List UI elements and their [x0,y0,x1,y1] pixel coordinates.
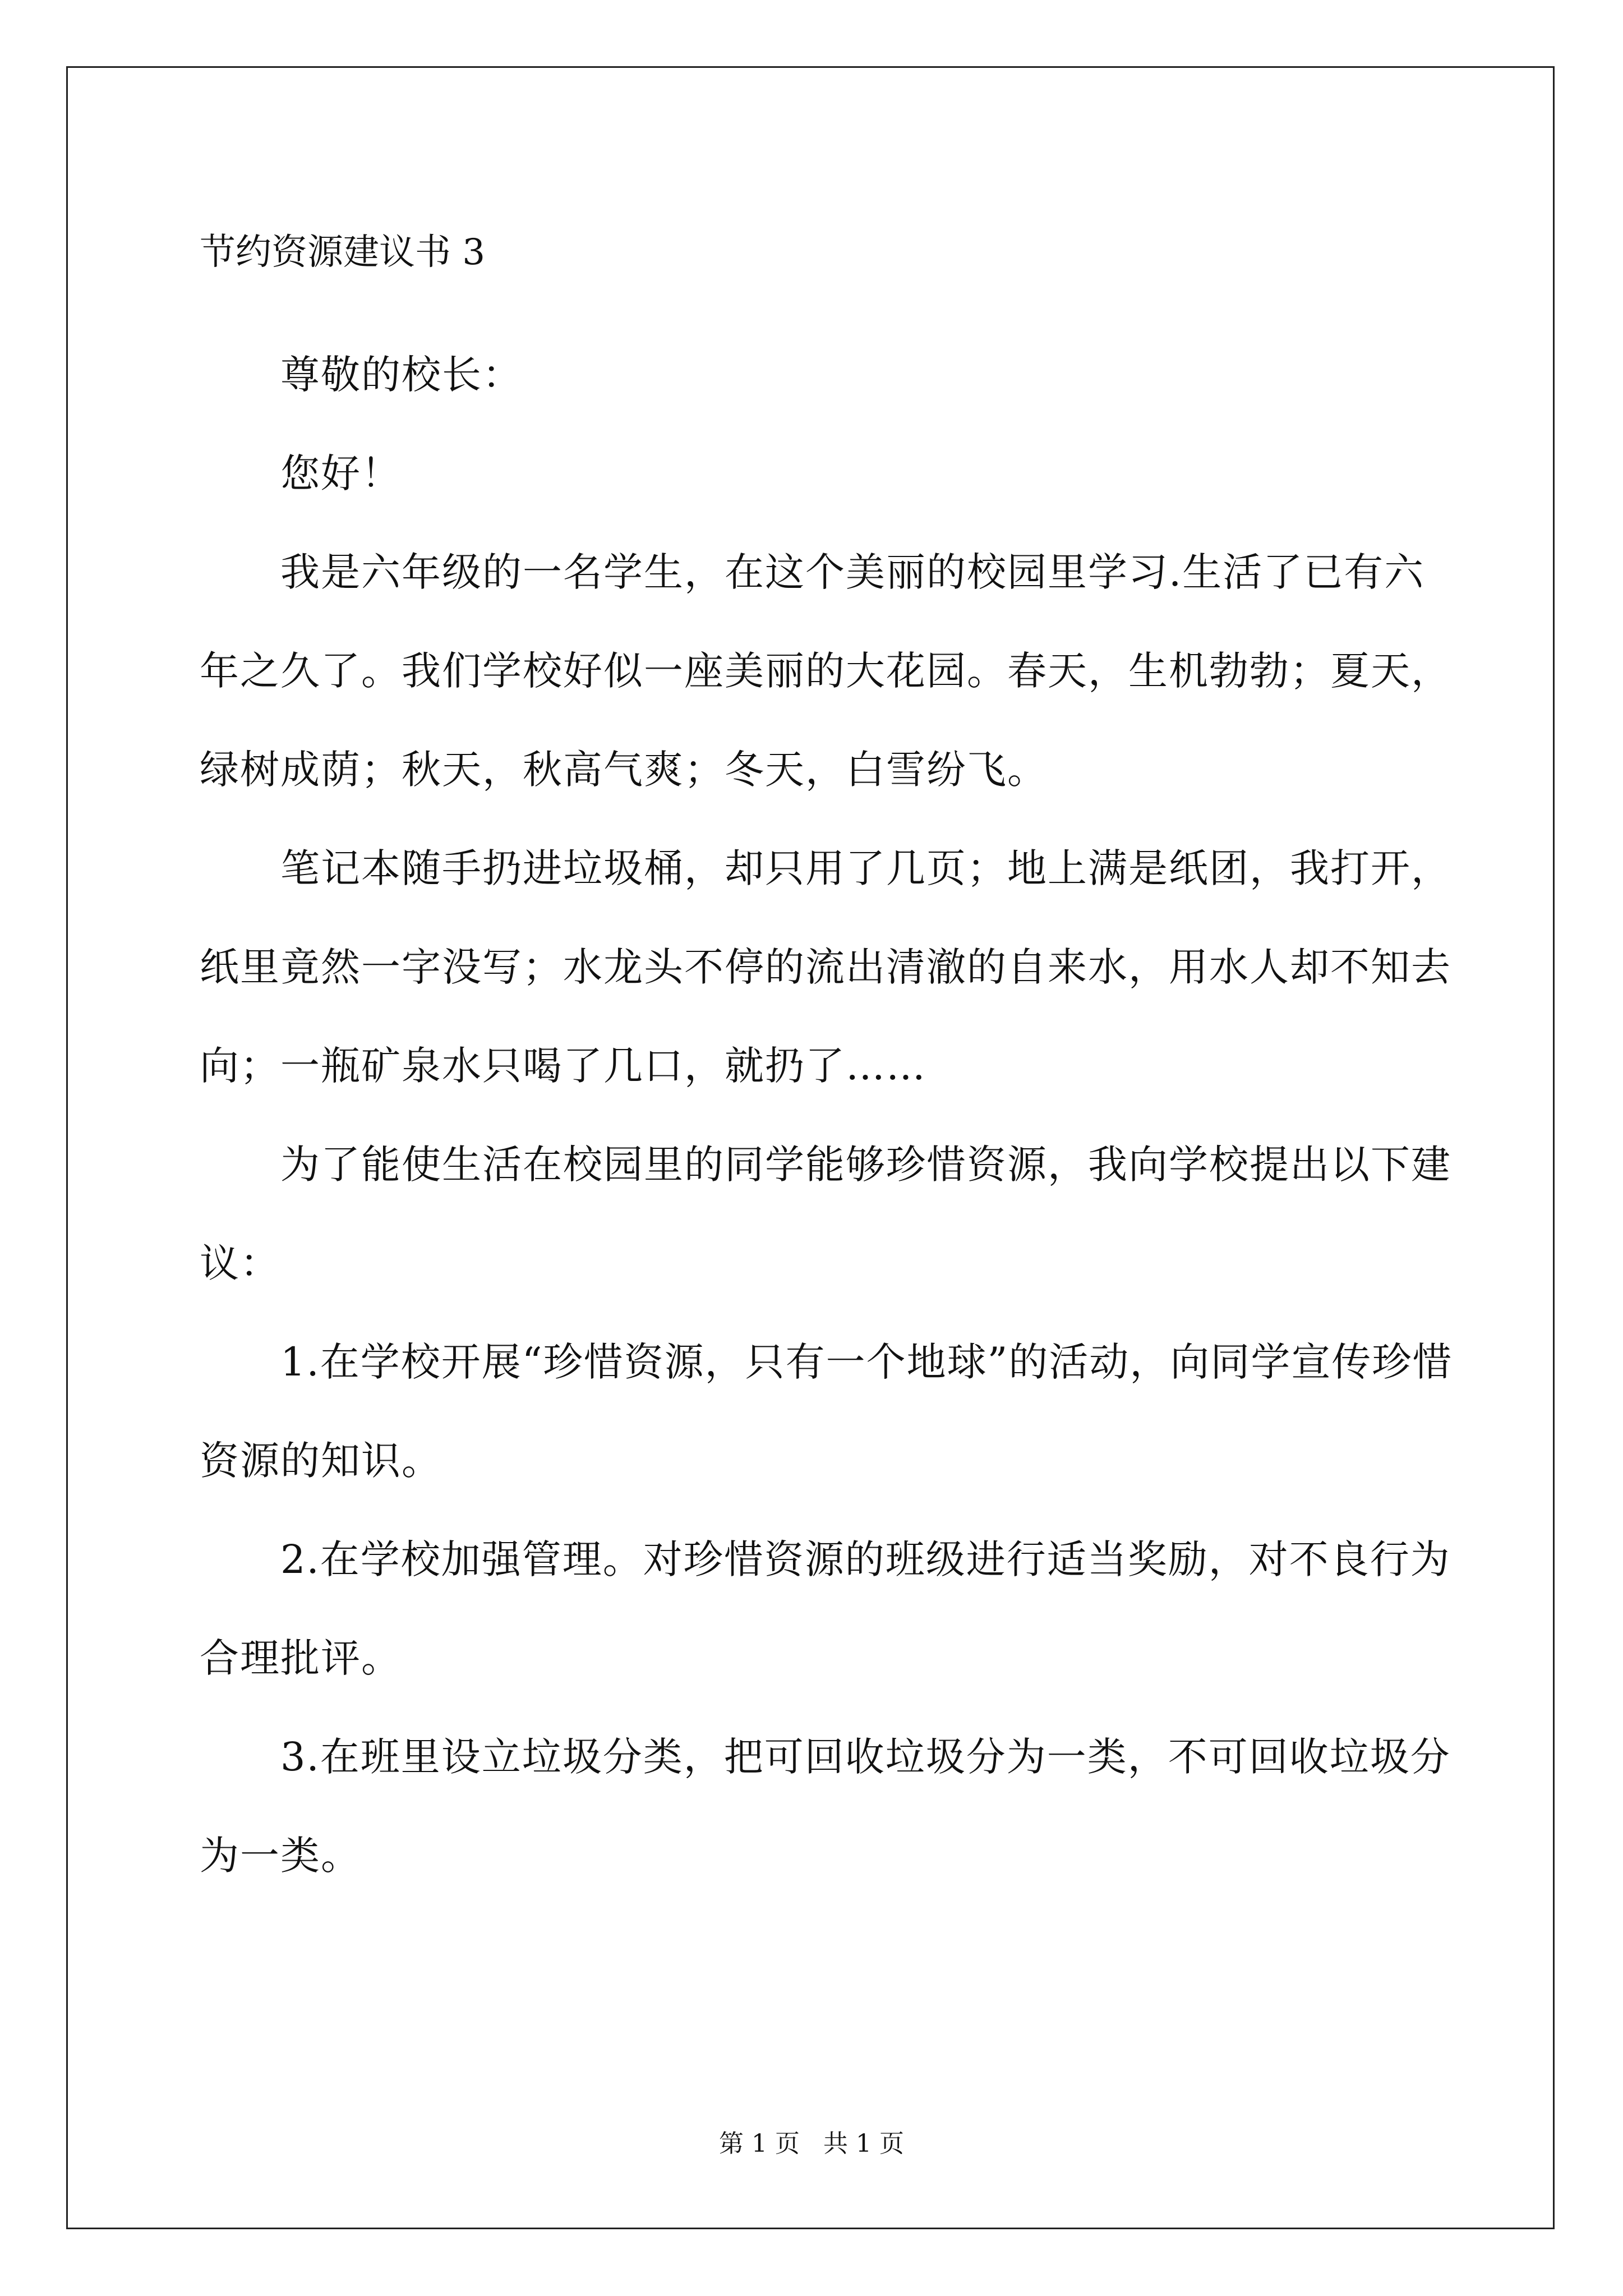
paragraph-proposal: 为了能使生活在校园里的同学能够珍惜资源，我向学校提出以下建议： [200,1142,1451,1286]
page-number-footer: 第 1 页 共 1 页 [719,2129,904,2158]
suggestion-1: 1.在学校开展“珍惜资源，只有一个地球”的活动，向同学宣传珍惜资源的知识。 [200,1339,1453,1484]
salutation: 尊敬的校长： [280,352,523,398]
paragraph-intro: 我是六年级的一名学生，在这个美丽的校园里学习.生活了已有六年之久了。我们学校好似一座美丽的大花园。春天，生机勃勃；夏天，绿树成荫；秋天，秋高气爽；冬天，白雪纷飞。 [200,549,1451,793]
greeting: 您好！ [280,450,402,496]
document-title: 节约资源建议书 3 [200,232,486,273]
paragraph-waste: 笔记本随手扔进垃圾桶，却只用了几页；地上满是纸团，我打开，纸里竟然一字没写；水龙头不停的流出清澈的自来水，用水人却不知去向；一瓶矿泉水只喝了几口，就扔了…… [200,845,1451,1089]
suggestion-3: 3.在班里设立垃圾分类，把可回收垃圾分为一类，不可回收垃圾分为一类。 [200,1734,1451,1879]
suggestion-2: 2.在学校加强管理。对珍惜资源的班级进行适当奖励，对不良行为合理批评。 [200,1536,1451,1681]
document-body [200,224,1461,1905]
